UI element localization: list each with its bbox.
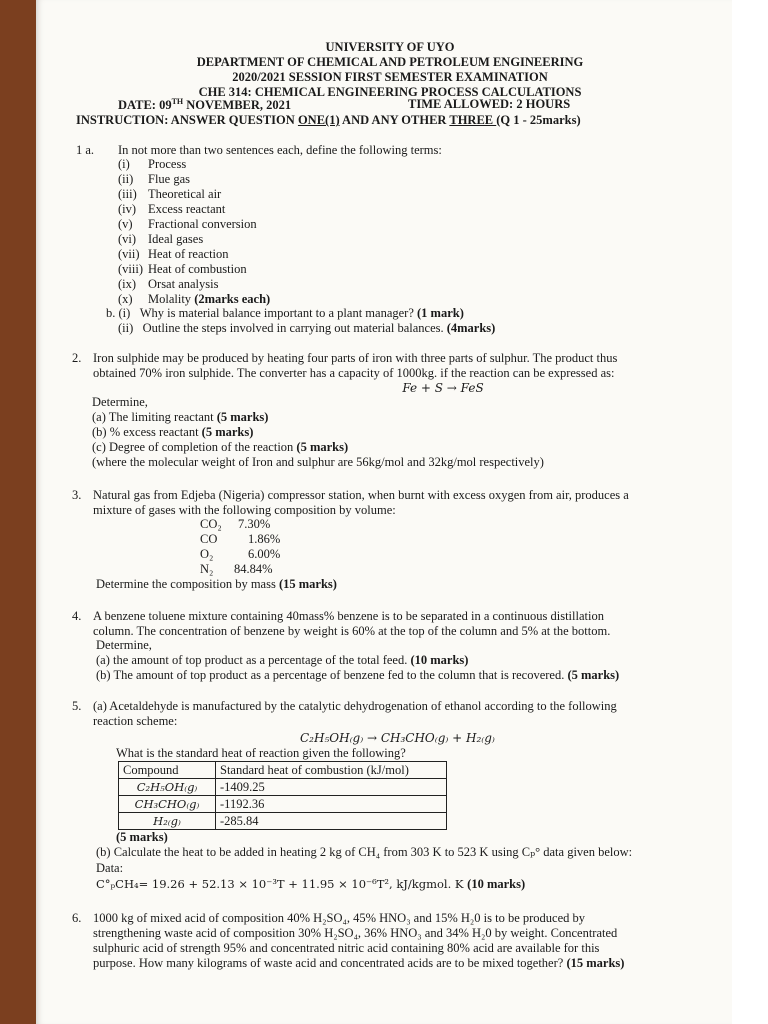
marks-label: (2marks each) [194,292,271,306]
table-row: O₂ 6.00% [200,547,281,561]
time-allowed: TIME ALLOWED: 2 HOURS [408,97,571,111]
part-b-ii: (ii) Outline the steps involved in carrying out material balances. (4marks) [118,321,496,335]
date-line [118,97,571,113]
table-header-row: Compound Standard heat of combustion (kJ/mol) [119,762,447,779]
reaction-equation: Fe + S → FeS [402,381,484,395]
exam-date: DATE: 09TH NOVEMBER, 2021 [118,97,292,113]
department-name: DEPARTMENT OF CHEMICAL AND PETROLEUM ENGINEERING [196,55,584,69]
session-title: 2020/2021 SESSION FIRST SEMESTER EXAMINATION [232,70,548,84]
binder-edge [0,0,36,1024]
table-row: CO₂ 7.30% [200,517,271,531]
question-lead: In not more than two sentences each, define the following terms: [118,143,442,157]
part-b-i: b. (i) Why is material balance important to a plant manager? (1 mark) [106,306,464,320]
table-row: N₂ 84.84% [200,562,273,576]
q4-parts: Determine, (a) the amount of top product as a percentage of the total feed. (10 marks) (b) The amount of top product as a percentage of benzene fed to the column that is recovered. (5 marks) [96,638,620,682]
q2-parts: Determine, (a) The limiting reactant (5 marks) (b) % excess reactant (5 marks) (c) Degree of completion of the reaction (5 marks) (where the molecular weight of Iron and sulphur are 56kg/mol and 32kg/mol respectively) [92,395,544,469]
q3-ask: Determine the composition by mass (15 marks) [96,577,337,591]
table-row: CO 1.86% [200,532,281,546]
cp-equation: C°ₚCH₄= 19.26 + 52.13 × 10⁻³T + 11.95 × 10⁻⁶T², kJ/kgmol. K (10 marks) [96,877,526,891]
table-row: H₂₍g₎ -285.84 [119,813,447,830]
composition-table [200,517,320,577]
instruction: INSTRUCTION: ANSWER QUESTION ONE(1) AND ANY OTHER THREE (Q 1 - 25marks) [76,113,581,127]
question-number: 1 a. [76,143,95,157]
table-row: CH₃CHO₍g₎ -1192.36 [119,796,447,813]
reaction-equation: C₂H₅OH₍g₎ → CH₃CHO₍g₎ + H₂₍g₎ [300,731,495,745]
exam-header [60,40,720,100]
data-label: Data: [96,861,124,875]
q5-b: (b) Calculate the heat to be added in heating 2 kg of CH₄ from 303 K to 523 K using Cₚ° data given below: [96,845,633,859]
heat-of-combustion-table [118,761,447,830]
course-title: CHE 314: CHEMICAL ENGINEERING PROCESS CALCULATIONS [198,85,582,99]
university-name: UNIVERSITY OF UYO [325,40,455,54]
q5-question: What is the standard heat of reaction given the following? [116,746,406,760]
table-row: C₂H₅OH₍g₎ -1409.25 [119,779,447,796]
q5-a-marks: (5 marks) [116,830,168,844]
